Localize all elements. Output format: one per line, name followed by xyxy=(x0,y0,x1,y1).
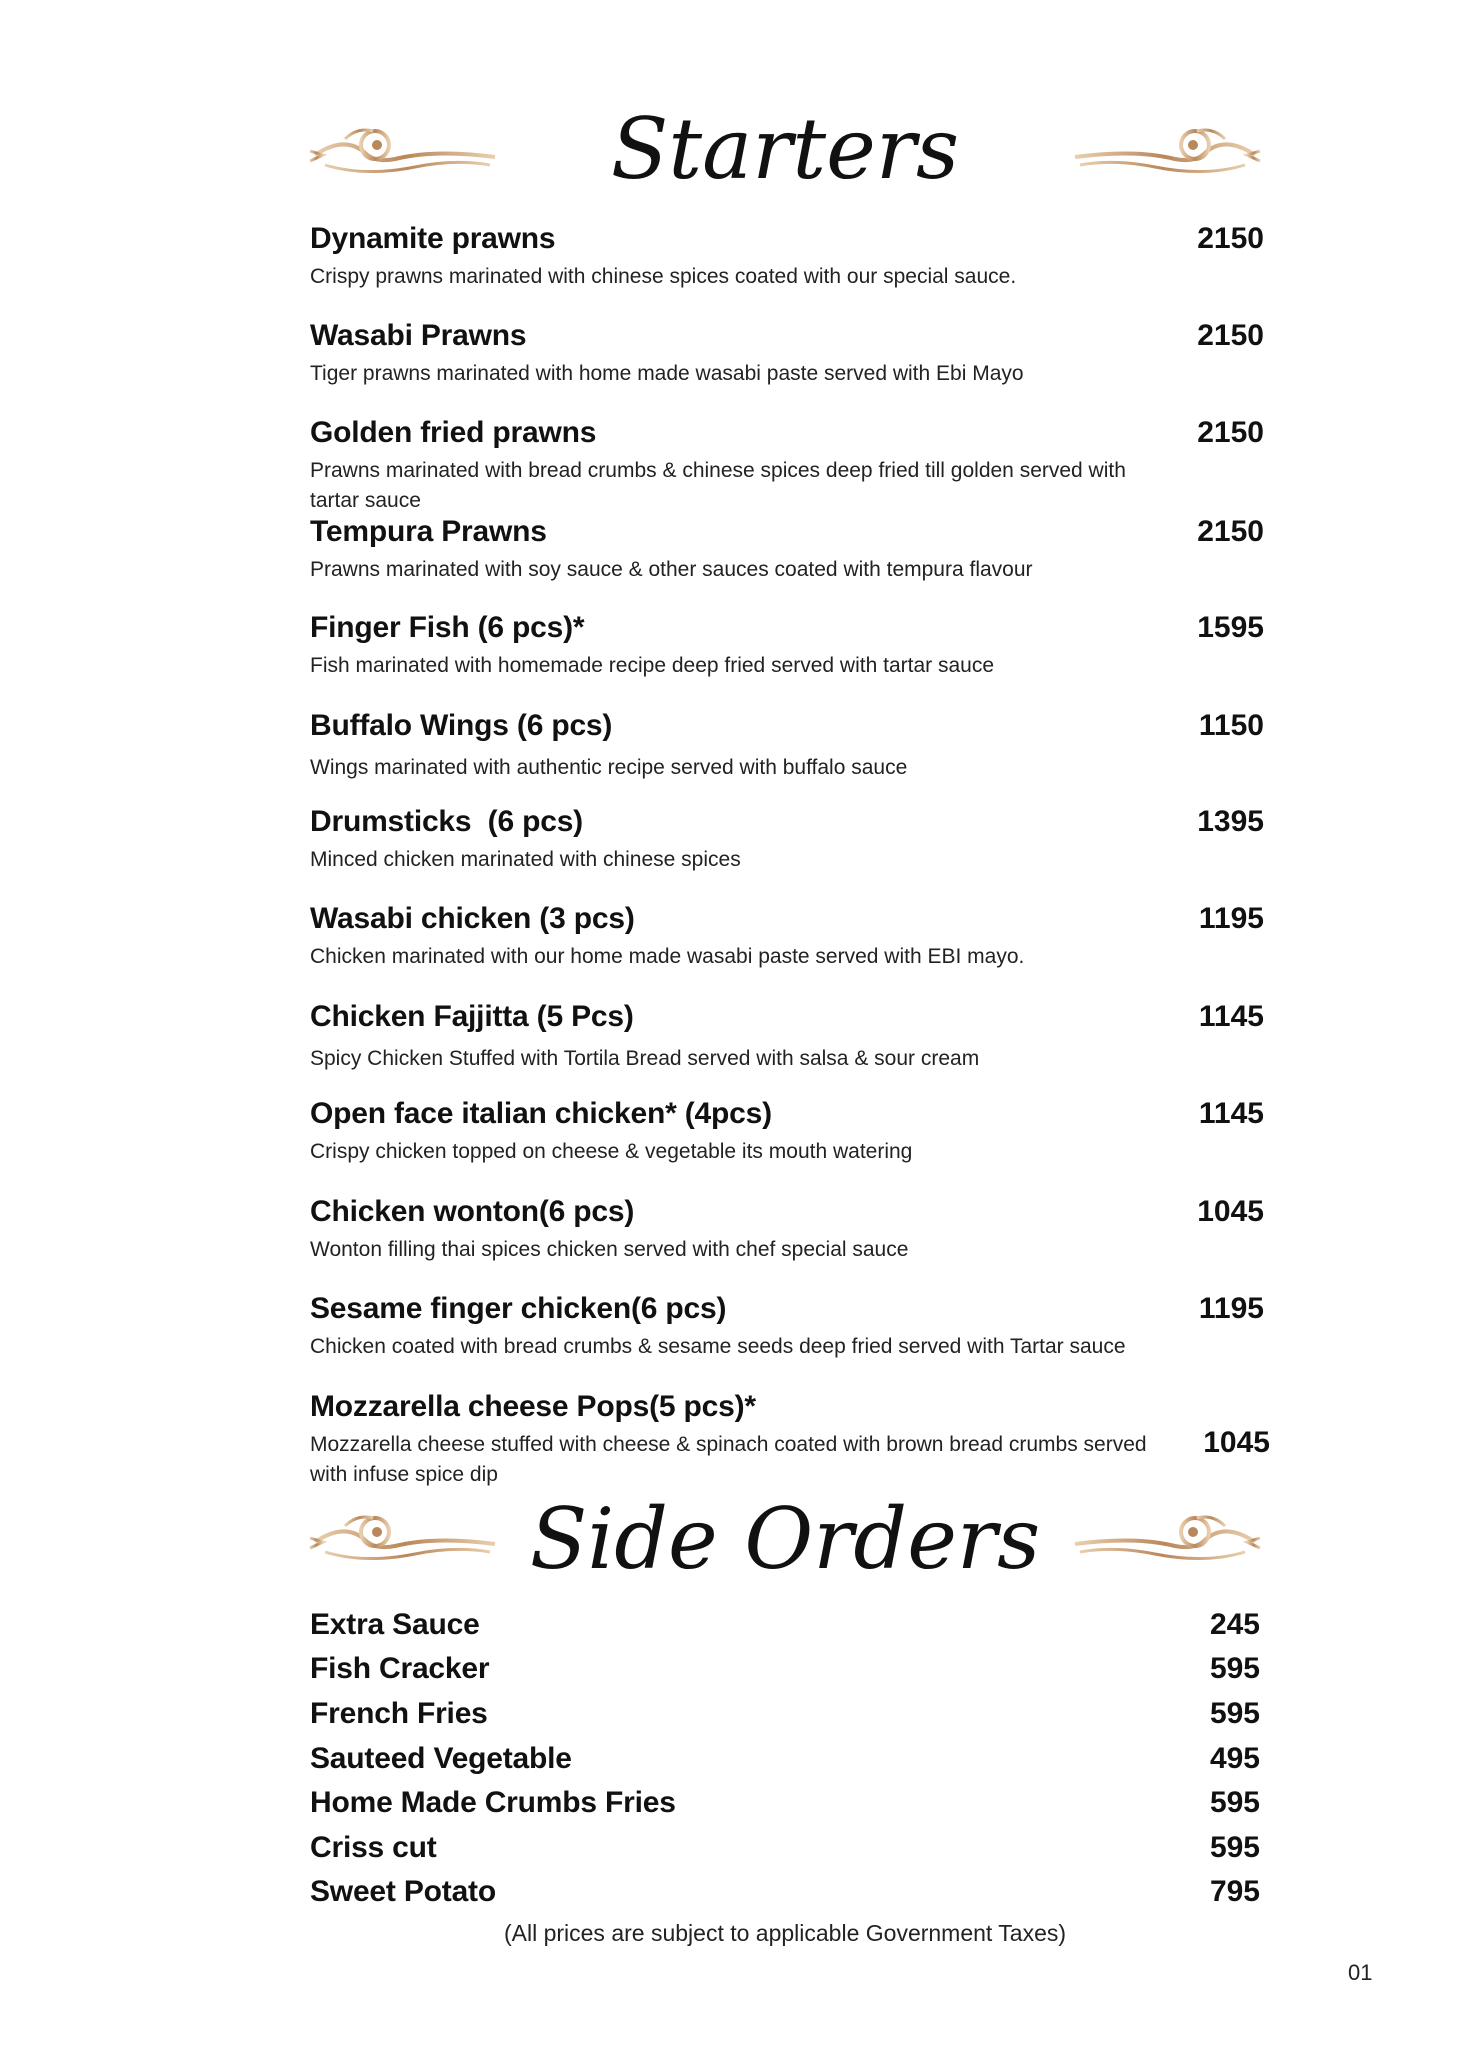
menu-item xyxy=(310,805,1270,875)
menu-item xyxy=(310,1000,1270,1074)
item-description: Mozzarella cheese stuffed with cheese & spinach coated with brown bread crumbs served with infuse spice dip xyxy=(310,1433,1147,1486)
item-name: Golden fried prawns xyxy=(310,416,597,449)
item-price: 1045 xyxy=(1203,1426,1270,1459)
item-name: Buffalo Wings (6 pcs) xyxy=(310,709,613,742)
item-description: Wings marinated with authentic recipe served with buffalo sauce xyxy=(310,756,908,779)
section-title-side-orders: Side Orders xyxy=(529,1490,1041,1588)
item-description: Spicy Chicken Stuffed with Tortila Bread served with salsa & sour cream xyxy=(310,1047,980,1070)
item-description: Fish marinated with homemade recipe deep fried served with tartar sauce xyxy=(310,654,994,677)
item-price: 595 xyxy=(1209,1697,1260,1730)
menu-item xyxy=(310,1292,1270,1362)
item-description: Minced chicken marinated with chinese spices xyxy=(310,848,741,871)
tax-footnote: (All prices are subject to applicable Government Taxes) xyxy=(503,1920,1067,1946)
item-price: 245 xyxy=(1209,1608,1260,1641)
menu-item xyxy=(310,515,1270,585)
item-price: 595 xyxy=(1209,1831,1260,1864)
item-price: 2150 xyxy=(1197,515,1264,548)
item-price: 2150 xyxy=(1197,319,1264,352)
item-price: 495 xyxy=(1209,1742,1260,1775)
menu-item xyxy=(310,709,1270,783)
menu-item xyxy=(310,416,1270,516)
item-description: Crispy chicken topped on cheese & vegetable its mouth watering xyxy=(310,1140,913,1163)
item-name: Wasabi chicken (3 pcs) xyxy=(310,902,635,935)
side-item xyxy=(310,1831,1270,1875)
item-name: Sweet Potato xyxy=(310,1875,496,1908)
starters-header xyxy=(305,100,1265,210)
item-name: French Fries xyxy=(310,1697,488,1730)
item-price: 1195 xyxy=(1198,902,1264,935)
item-description: Crispy prawns marinated with chinese spices coated with our special sauce. xyxy=(310,265,1017,288)
item-name: Open face italian chicken* (4pcs) xyxy=(310,1097,772,1130)
item-name: Sesame finger chicken(6 pcs) xyxy=(310,1292,727,1325)
item-description: Chicken coated with bread crumbs & sesame seeds deep fried served with Tartar sauce xyxy=(310,1335,1126,1358)
item-name: Sauteed Vegetable xyxy=(310,1742,572,1775)
item-name: Fish Cracker xyxy=(310,1652,490,1685)
ornament-right-icon xyxy=(1065,115,1265,195)
item-price: 795 xyxy=(1209,1875,1260,1908)
item-price: 1150 xyxy=(1198,709,1264,742)
side-item xyxy=(310,1608,1270,1652)
item-name: Dynamite prawns xyxy=(310,222,556,255)
item-name: Chicken wonton(6 pcs) xyxy=(310,1195,635,1228)
side-item xyxy=(310,1786,1270,1830)
item-description: Prawns marinated with bread crumbs & chinese spices deep fried till golden served with tartar sauce xyxy=(310,459,1126,512)
menu-item xyxy=(310,1390,1270,1490)
item-price: 2150 xyxy=(1197,222,1264,255)
item-name: Finger Fish (6 pcs)* xyxy=(310,611,585,644)
item-price: 1395 xyxy=(1197,805,1264,838)
item-name: Wasabi Prawns xyxy=(310,319,527,352)
menu-item xyxy=(310,611,1270,681)
item-price: 595 xyxy=(1209,1786,1260,1819)
item-price: 1595 xyxy=(1197,611,1264,644)
menu-item xyxy=(310,222,1270,292)
item-description: Prawns marinated with soy sauce & other sauces coated with tempura flavour xyxy=(310,558,1033,581)
menu-item xyxy=(310,319,1270,389)
item-price: 1195 xyxy=(1198,1292,1264,1325)
item-name: Extra Sauce xyxy=(310,1608,480,1641)
menu-item xyxy=(310,902,1270,972)
menu-item xyxy=(310,1195,1270,1265)
side-orders-header xyxy=(305,1490,1265,1600)
item-description: Chicken marinated with our home made wasabi paste served with EBI mayo. xyxy=(310,945,1025,968)
item-price: 1145 xyxy=(1198,1000,1264,1033)
menu-item xyxy=(310,1097,1270,1167)
item-price: 1045 xyxy=(1197,1195,1264,1228)
item-price: 595 xyxy=(1209,1652,1260,1685)
side-item xyxy=(310,1742,1270,1786)
item-name: Tempura Prawns xyxy=(310,515,547,548)
section-title-starters: Starters xyxy=(610,100,960,198)
side-item xyxy=(310,1697,1270,1741)
item-name: Drumsticks (6 pcs) xyxy=(310,805,583,838)
side-item xyxy=(310,1652,1270,1696)
item-price: 2150 xyxy=(1197,416,1264,449)
item-name: Home Made Crumbs Fries xyxy=(310,1786,676,1819)
ornament-right-icon xyxy=(1065,1502,1265,1582)
page-number: 01 xyxy=(1348,1960,1373,1985)
item-name: Criss cut xyxy=(310,1831,437,1864)
item-name: Chicken Fajjitta (5 Pcs) xyxy=(310,1000,634,1033)
item-name: Mozzarella cheese Pops(5 pcs)* xyxy=(310,1390,756,1423)
side-item xyxy=(310,1875,1270,1919)
item-description: Tiger prawns marinated with home made wasabi paste served with Ebi Mayo xyxy=(310,362,1024,385)
item-price: 1145 xyxy=(1198,1097,1264,1130)
item-description: Wonton filling thai spices chicken served with chef special sauce xyxy=(310,1238,909,1261)
